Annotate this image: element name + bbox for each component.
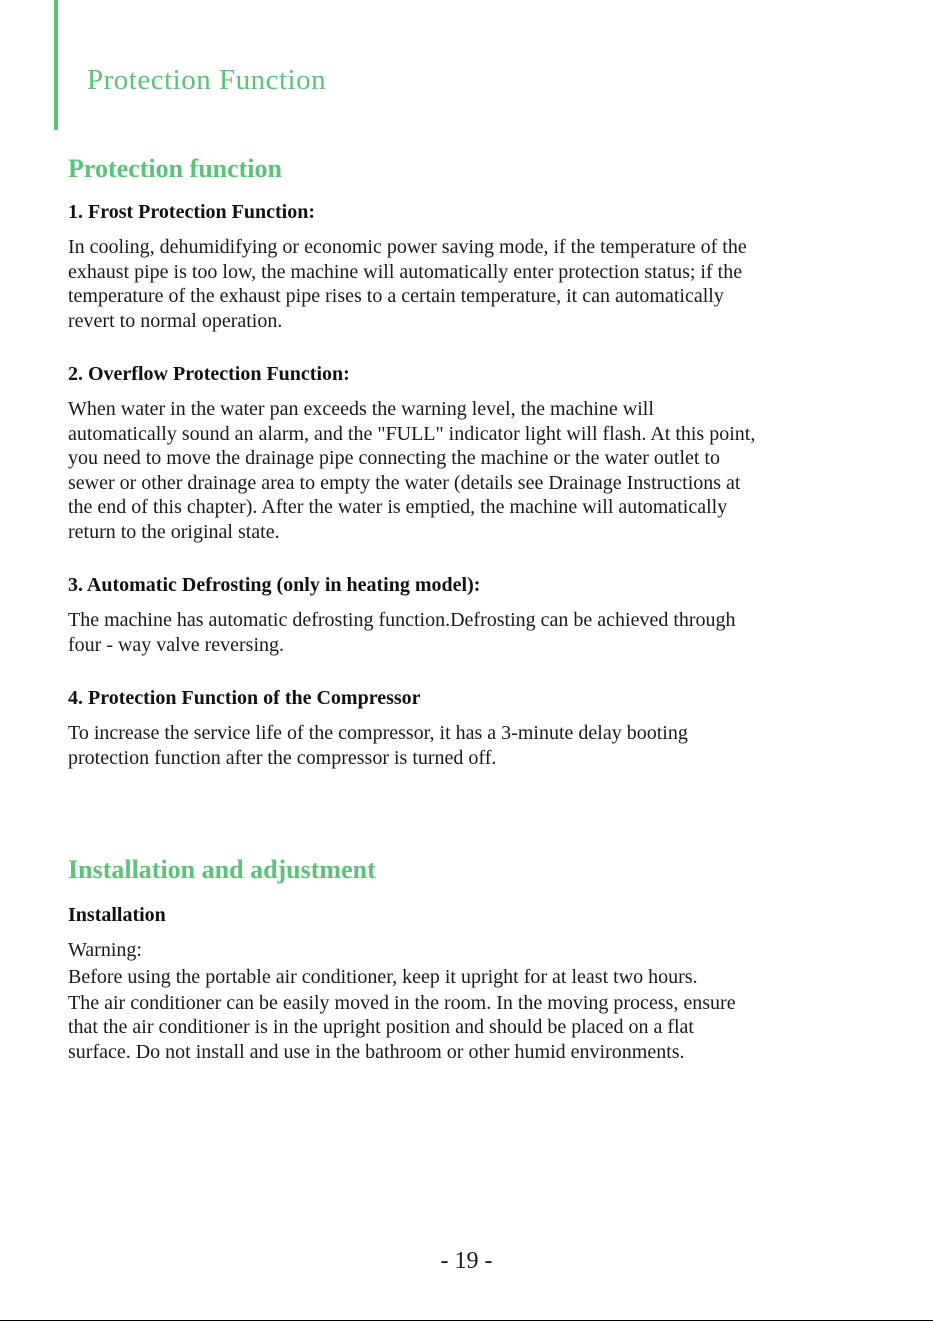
- page-header-title: Protection Function: [87, 64, 327, 96]
- page-number: - 19 -: [440, 1248, 493, 1274]
- body-line: In cooling, dehumidifying or economic power saving mode, if the temperature of the: [68, 236, 747, 258]
- item-body-compressor: [68, 721, 688, 770]
- body-line: the end of this chapter). After the water is emptied, the machine will automatically: [68, 496, 728, 518]
- body-line: protection function after the compressor is turned off.: [68, 746, 497, 769]
- installation-subheading: Installation: [68, 904, 166, 926]
- body-line: automatically sound an alarm, and the "FULL" indicator light will flash. At this point,: [68, 422, 756, 445]
- bottom-divider: [0, 1320, 933, 1321]
- section-heading-protection: Protection function: [68, 154, 282, 183]
- body-line: temperature of the exhaust pipe rises to a certain temperature, it can automatically: [68, 285, 724, 307]
- body-line: The machine has automatic defrosting function.Defrosting can be achieved through: [68, 609, 736, 631]
- body-line: Before using the portable air conditioner, keep it upright for at least two hours.: [68, 966, 698, 988]
- item-body-overflow: [68, 397, 755, 544]
- body-line: revert to normal operation.: [68, 309, 283, 332]
- body-line: four - way valve reversing.: [68, 633, 285, 656]
- item-title-overflow: 2. Overflow Protection Function:: [68, 363, 350, 385]
- body-line: When water in the water pan exceeds the warning level, the machine will: [68, 398, 654, 420]
- installation-body: [68, 965, 736, 1064]
- item-title-compressor: 4. Protection Function of the Compressor: [68, 687, 421, 709]
- body-line: sewer or other drainage area to empty the water (details see Drainage Instructions at: [68, 471, 741, 494]
- body-line: To increase the service life of the compressor, it has a 3-minute delay booting: [68, 722, 688, 744]
- item-body-defrosting: [68, 608, 736, 657]
- section-heading-installation: Installation and adjustment: [68, 855, 376, 884]
- body-line: The air conditioner can be easily moved in the room. In the moving process, ensure: [68, 991, 736, 1014]
- item-title-frost: 1. Frost Protection Function:: [68, 201, 316, 223]
- header-accent-bar: [54, 0, 58, 130]
- body-line: return to the original state.: [68, 520, 280, 543]
- body-line: you need to move the drainage pipe connecting the machine or the water outlet to: [68, 447, 720, 469]
- item-body-frost: [68, 235, 747, 333]
- body-line: that the air conditioner is in the upright position and should be placed on a flat: [68, 1016, 694, 1038]
- installation-warning-label: Warning:: [68, 939, 142, 961]
- body-line: surface. Do not install and use in the bathroom or other humid environments.: [68, 1040, 685, 1063]
- item-title-defrosting: 3. Automatic Defrosting (only in heating model):: [68, 574, 481, 596]
- body-line: exhaust pipe is too low, the machine will automatically enter protection status; if the: [68, 260, 743, 283]
